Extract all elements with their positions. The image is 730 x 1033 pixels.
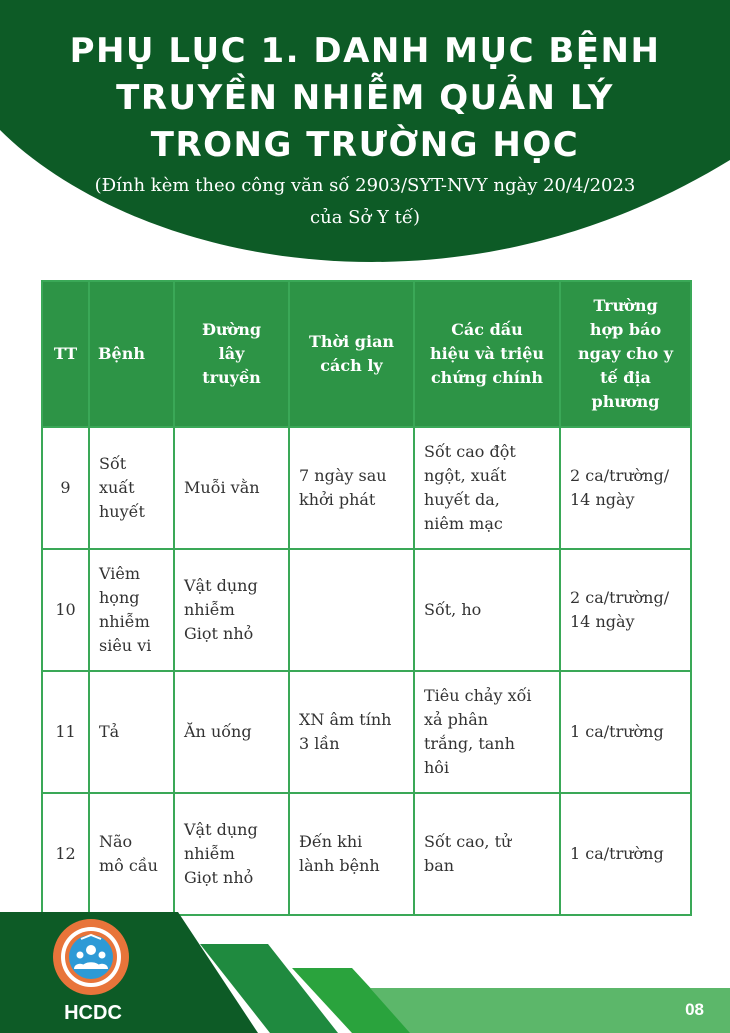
header-symptoms (414, 281, 560, 427)
cell-line: 3 lần (299, 734, 340, 753)
cell-line: nhiễm (99, 612, 150, 631)
page-subtitle (40, 170, 690, 234)
table-header-row (42, 281, 691, 427)
cell-disease (89, 671, 174, 793)
cell-tt: 10 (42, 549, 89, 671)
title-line: PHỤ LỤC 1. DANH MỤC BỆNH (69, 31, 661, 71)
cell-line: ngột, xuất (424, 466, 507, 485)
cell-line: 1 ca/trường (570, 844, 664, 863)
cell-line: ban (424, 856, 455, 875)
cell-line: Bệnh (98, 344, 145, 363)
page-number: 08 (685, 1000, 704, 1019)
cell-line: siêu vi (99, 636, 152, 655)
cell-line: Thời gian (308, 332, 395, 351)
page-title (40, 28, 690, 169)
cell-line: lây (218, 344, 245, 363)
cell-line: Muỗi vằn (184, 478, 260, 497)
cell-isolation (289, 427, 414, 549)
cell-line: nhiễm (184, 600, 235, 619)
cell-disease (89, 427, 174, 549)
cell-line: Sốt cao, tử (424, 832, 512, 851)
cell-symptoms (414, 427, 560, 549)
subtitle-line: (Đính kèm theo công văn số 2903/SYT-NVY ngày 20/4/2023 (94, 175, 636, 196)
cell-line: cách ly (320, 356, 383, 375)
cell-report (560, 793, 691, 915)
cell-tt: 9 (42, 427, 89, 549)
table-row (42, 793, 691, 915)
cell-line: tế địa (600, 368, 651, 387)
cell-line: Trường (593, 296, 658, 315)
cell-line: 2 ca/trường/ (570, 466, 670, 485)
cell-line: xuất (99, 478, 135, 497)
cell-line: Sốt, ho (424, 600, 482, 619)
cell-disease (89, 793, 174, 915)
cell-line: 14 ngày (570, 490, 635, 509)
cell-transmission (174, 793, 289, 915)
header-report (560, 281, 691, 427)
cell-line: 7 ngày sau (299, 466, 387, 485)
cell-line: Não (99, 832, 133, 851)
cell-symptoms (414, 793, 560, 915)
cell-disease (89, 549, 174, 671)
cell-line: Viêm (99, 564, 141, 583)
cell-line: niêm mạc (424, 514, 503, 533)
cell-line: hôi (424, 758, 450, 777)
header-tt (42, 281, 89, 427)
header-isolation (289, 281, 414, 427)
table-row (42, 427, 691, 549)
table-row (42, 549, 691, 671)
cell-line: xả phân (424, 710, 489, 729)
hcdc-logo-icon (51, 917, 131, 997)
disease-table (41, 280, 692, 916)
cell-transmission (174, 427, 289, 549)
cell-line: Giọt nhỏ (184, 868, 254, 887)
cell-tt: 12 (42, 793, 89, 915)
cell-line: họng (99, 588, 140, 607)
cell-line: TT (53, 344, 78, 363)
cell-line: truyền (202, 368, 261, 387)
cell-line: phương (591, 392, 660, 411)
cell-line: 14 ngày (570, 612, 635, 631)
cell-line: 1 ca/trường (570, 722, 664, 741)
cell-line: Đường (201, 320, 262, 339)
cell-report (560, 427, 691, 549)
cell-isolation (289, 793, 414, 915)
cell-line: trắng, tanh (424, 734, 515, 753)
cell-transmission (174, 549, 289, 671)
cell-isolation (289, 549, 414, 671)
title-line: TRUYỀN NHIỄM QUẢN LÝ (116, 78, 614, 118)
cell-tt: 11 (42, 671, 89, 793)
cell-line: huyết (99, 502, 145, 521)
cell-line: Tả (99, 722, 120, 741)
cell-line: Đến khi (299, 832, 363, 851)
cell-line: khởi phát (299, 490, 376, 509)
cell-line: hiệu và triệu (429, 344, 545, 363)
cell-line: Vật dụng (184, 820, 258, 839)
cell-line: XN âm tính (299, 710, 392, 729)
table-row (42, 671, 691, 793)
subtitle-line: của Sở Y tế) (310, 207, 420, 228)
cell-line: mô cầu (99, 856, 158, 875)
cell-line: Vật dụng (184, 576, 258, 595)
title-line: TRONG TRƯỜNG HỌC (150, 125, 580, 165)
cell-line: Các dấu (451, 320, 523, 339)
cell-report (560, 671, 691, 793)
cell-line: ngay cho y (578, 344, 673, 363)
cell-line: Giọt nhỏ (184, 624, 254, 643)
cell-report (560, 549, 691, 671)
cell-line: Tiêu chảy xối (424, 686, 532, 705)
cell-symptoms (414, 549, 560, 671)
cell-transmission (174, 671, 289, 793)
cell-line: Sốt cao đột (424, 442, 516, 461)
header-disease (89, 281, 174, 427)
cell-line: hợp báo (589, 320, 662, 339)
brand-name: HCDC (64, 1002, 122, 1024)
cell-line: nhiễm (184, 844, 235, 863)
cell-line: huyết da, (424, 490, 500, 509)
cell-line: lành bệnh (299, 856, 380, 875)
cell-line: Sốt (99, 454, 127, 473)
cell-isolation (289, 671, 414, 793)
cell-symptoms (414, 671, 560, 793)
header-transmission (174, 281, 289, 427)
cell-line: Ăn uống (184, 722, 252, 741)
cell-line: 2 ca/trường/ (570, 588, 670, 607)
cell-line: chứng chính (430, 368, 544, 387)
